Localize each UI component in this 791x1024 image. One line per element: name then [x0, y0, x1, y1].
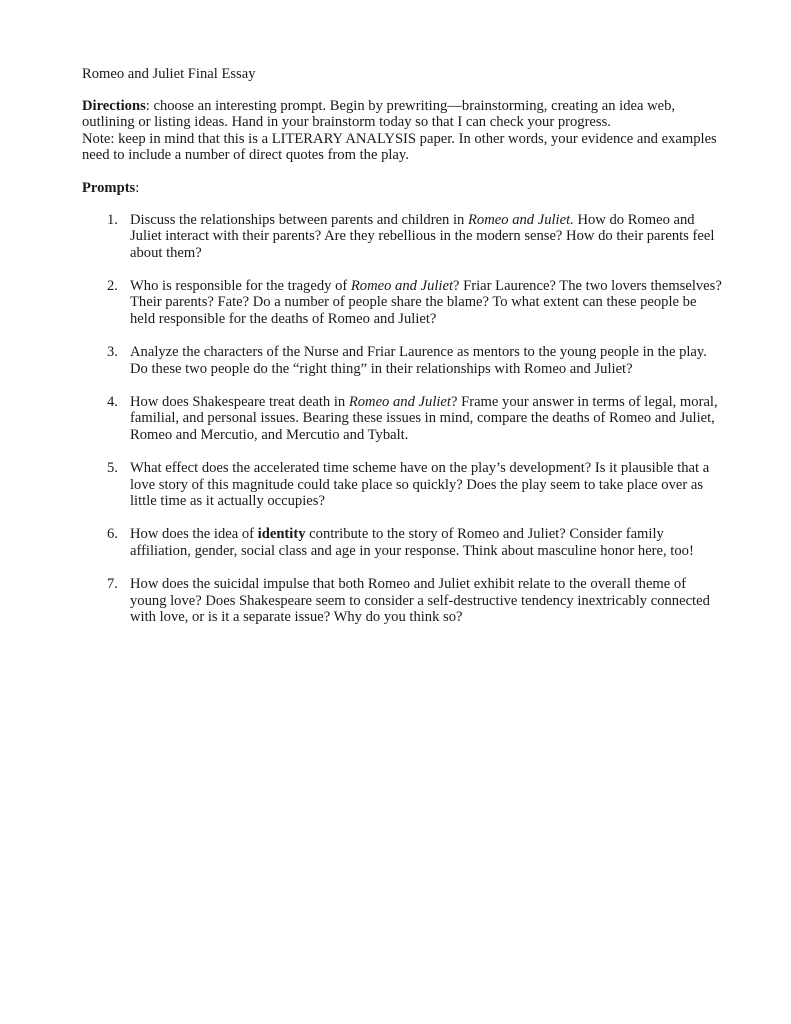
- prompt-number: 5.: [107, 460, 118, 477]
- directions-text: : choose an interesting prompt. Begin by prewriting—brainstorming, creating an idea web, outlining or listing ideas. Hand in your brainstorm today so that I can check your progress.: [82, 97, 676, 131]
- prompt-item-6: [82, 526, 722, 559]
- directions-section: [82, 98, 722, 164]
- prompt-text: How does the idea of: [130, 526, 258, 543]
- prompt-text: contribute to the story of Romeo and Juliet? Consider family affiliation, gender, social class and age in your response. Think about masculine honor here, too!: [130, 526, 694, 559]
- prompt-text: ? Friar Laurence? The two lovers themselves? Their parents? Fate? Do a number of people share the blame? To what extent can these people be held responsible for the deaths of Romeo and Juliet?: [130, 277, 722, 328]
- prompt-item-2: [82, 278, 722, 328]
- prompt-item-1: [82, 212, 722, 262]
- directions-paragraph: [82, 98, 722, 131]
- prompt-number: 7.: [107, 576, 118, 593]
- prompt-item-5: [82, 460, 722, 510]
- directions-note: Note: keep in mind that this is a LITERARY ANALYSIS paper. In other words, your evidence and examples need to include a number of direct quotes from the play.: [82, 130, 717, 164]
- prompt-italic-title: Romeo and Juliet: [348, 393, 451, 410]
- prompt-item-7: [82, 576, 722, 626]
- prompt-item-3: [82, 344, 722, 377]
- prompt-italic-title: Romeo and Juliet.: [468, 211, 574, 228]
- prompt-text: How does the suicidal impulse that both Romeo and Juliet exhibit relate to the overall theme of young love? Does Shakespeare seem to consider a self-destructive tendency inextricably connected with love, or is it a separate issue? Why do you think so?: [130, 576, 710, 626]
- prompts-label: Prompts: [82, 179, 136, 196]
- document-title: Romeo and Juliet Final Essay: [82, 66, 256, 82]
- prompt-text: Analyze the characters of the Nurse and Friar Laurence as mentors to the young people in the play. Do these two people do the “right thing” in their relationships with Romeo and Juliet?: [130, 344, 707, 377]
- prompt-bold-keyword: identity: [257, 526, 306, 543]
- prompt-text: Discuss the relationships between parents and children in: [130, 211, 469, 228]
- prompt-text: How does Shakespeare treat death in: [130, 393, 349, 410]
- prompt-italic-title: Romeo and Juliet: [350, 277, 454, 294]
- prompt-number: 4.: [107, 393, 118, 410]
- prompts-colon: :: [135, 179, 140, 196]
- prompt-number: 3.: [107, 344, 118, 361]
- prompts-list: [82, 212, 722, 626]
- document-page: [82, 66, 722, 642]
- prompt-item-4: [82, 394, 722, 444]
- prompt-text: ? Frame your answer in terms of legal, moral, familial, and personal issues. Bearing these issues in mind, compare the deaths of Romeo and Juliet, Romeo and Mercutio, and Mercutio and Tybalt.: [130, 393, 718, 443]
- prompt-number: 2.: [107, 277, 118, 294]
- prompt-number: 1.: [107, 211, 118, 228]
- prompt-text: How do Romeo and Juliet interact with their parents? Are they rebellious in the modern sense? How do their parents feel about them?: [130, 211, 715, 261]
- prompt-text: What effect does the accelerated time scheme have on the play’s development? Is it plausible that a love story of this magnitude could take place so quickly? Does the play seem to take place over as little time as it actually occupies?: [130, 460, 710, 510]
- prompt-text: Who is responsible for the tragedy of: [130, 277, 351, 294]
- directions-label: Directions: [82, 97, 146, 114]
- prompts-heading: [82, 180, 722, 197]
- prompt-number: 6.: [107, 526, 118, 543]
